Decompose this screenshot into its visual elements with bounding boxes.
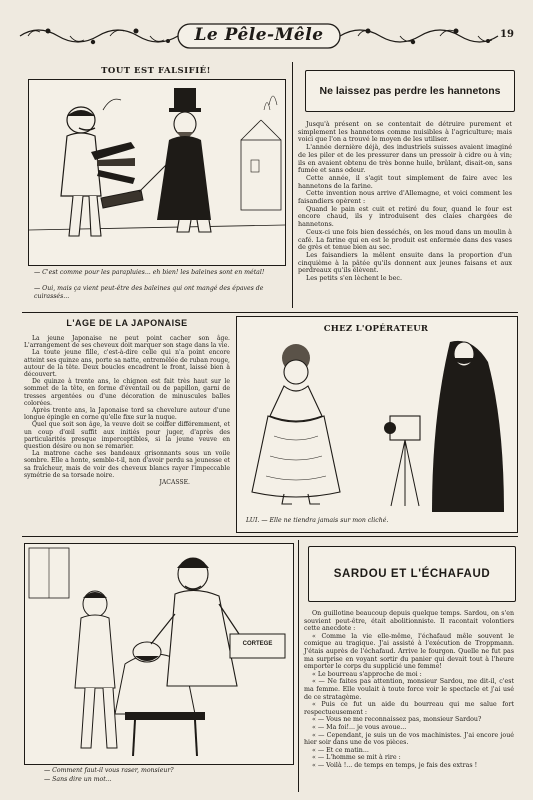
- sardou-paragraph: « Puis ce fut un aide du bourreau qui me salue fort respectueusement :: [304, 701, 514, 716]
- japonaise-paragraph: Après trente ans, la Japonaise tord sa chevelure autour d'une longue épingle en corne qu'elle fixe sur la nuque.: [24, 407, 230, 422]
- masthead-banner: [18, 22, 500, 50]
- raser-caption-2: — Sans dire un mot...: [44, 776, 112, 783]
- japonaise-body: [24, 335, 230, 486]
- sardou-paragraph: « — L'homme se mit à rire :: [312, 754, 401, 762]
- column-divider: [292, 62, 293, 308]
- sardou-paragraph: « — Ne faites pas attention, monsieur Sardou, me dit-il, c'est ma femme. Elle voulait à toute force voir le spectacle et j'ai usé de ce stratagème.: [304, 678, 514, 701]
- masthead-title: Le Pêle-Mêle: [194, 25, 324, 45]
- column-divider: [298, 540, 299, 792]
- falsifie-title: TOUT EST FALSIFIÉ!: [101, 66, 211, 76]
- hannetons-paragraph: Cette année, il s'agit tout simplement de faire avec les hannetons de la farine.: [298, 173, 512, 190]
- hannetons-paragraph: Les faisandiers la mêlent ensuite dans la proportion d'un cinquième à la pâtée qu'ils donnent aux jeunes faisans et aux perdreaux qu'ils élèvent.: [298, 250, 512, 275]
- falsifie-caption-1: — C'est comme pour les parapluies... eh bien! les baleines sont en métal!: [34, 269, 265, 276]
- sardou-paragraph: « — Voilà !... de temps en temps, je fais des extras !: [312, 761, 478, 769]
- raser-illustration: [24, 543, 294, 765]
- umbrella-sellers-drawing-icon: [29, 80, 285, 265]
- hannetons-paragraph: L'année dernière déjà, des industriels suisses avaient imaginé de les piler et de les pressurer dans un pressoir à cidre ou à vin; ils en avaient obtenu de très bonne huile, brûlant, disait-on, sans fumée et sans odeur.: [298, 143, 512, 175]
- hannetons-paragraph: Cette invention nous arrive d'Allemagne, et voici comment les faisandiers opèrent :: [298, 189, 512, 206]
- japonaise-paragraph: La toute jeune fille, c'est-à-dire celle qui n'a point encore atteint ses quinze ans, porte sa natte, entremêlée de ruban rouge, autour de la tête. Deux boucles encadrent le front, laissé bien à découvert.: [24, 349, 230, 379]
- japonaise-paragraph: La jeune Japonaise ne peut point cacher son âge. L'arrangement de ses cheveux doit marquer son stage dans la vie.: [24, 335, 230, 350]
- barber-shop-drawing-icon: [25, 544, 293, 764]
- sardou-title: SARDOU ET L'ÉCHAFAUD: [333, 568, 491, 580]
- raser-caption-1: — Comment faut-il vous raser, monsieur?: [44, 767, 174, 774]
- hannetons-paragraph: Ceux-ci une fois bien desséchés, on les moud dans un moulin à café. La farine qui en est le produit est enfermée dans des vases de grès et tenue bien au sec.: [298, 227, 512, 252]
- sardou-paragraph: « — Cependant, je suis un de vos machinistes. J'ai encore joué hier soir dans une de vos pièces.: [304, 731, 514, 747]
- section-divider: [22, 312, 518, 313]
- operateur-title: CHEZ L'OPÉRATEUR: [323, 324, 429, 334]
- sardou-paragraph: On guillotine beaucoup depuis quelque temps. Sardou, on s'en souvient peut-être, était abolitionniste. Il racontait volontiers cette anecdote :: [304, 610, 514, 633]
- hannetons-paragraph: Quand le pain est cuit et retiré du four, quand le four est encore chaud, ils y introduisent des claies chargées de hannetons.: [298, 204, 512, 229]
- japonaise-paragraph: De quinze à trente ans, le chignon est fait très haut sur le sommet de la tête, en forme d'éventail ou de papillon, garni de tresses argentées ou d'une décoration de minuscules balles colorées.: [24, 378, 230, 407]
- falsifie-illustration: [28, 79, 286, 266]
- page-number: 19: [500, 29, 514, 40]
- japonaise-title: L'AGE DE LA JAPONAISE: [66, 318, 188, 328]
- sardou-paragraph: « — Vous ne me reconnaissez pas, monsieur Sardou?: [312, 716, 482, 724]
- sardou-paragraph: « — Et ce matin...: [312, 746, 369, 754]
- hannetons-title-box: [305, 70, 515, 112]
- operateur-caption: LUI. — Elle ne tiendra jamais sur mon cliché.: [246, 517, 389, 524]
- hannetons-paragraph: Jusqu'à présent on se contentait de détruire purement et simplement les hannetons comme nuisibles à l'agriculture; mais voici que l'on a trouvé le moyen de les utiliser.: [298, 120, 512, 144]
- shop-sign-text: CORTEGE: [242, 641, 273, 647]
- photographer-drawing-icon: [240, 336, 512, 512]
- hannetons-body: [298, 121, 512, 283]
- japonaise-signature: JACASSE.: [159, 479, 190, 487]
- sardou-title-box: [308, 546, 516, 602]
- hannetons-title: Ne laissez pas perdre les hannetons: [319, 85, 501, 97]
- sardou-paragraph: « Le bourreau s'approche de moi :: [312, 670, 422, 678]
- sardou-paragraph: « Comme la vie elle-même, l'échafaud mêle souvent le comique au tragique. J'ai assisté à l'exécution de Troppmann. J'étais auprès de l'échafaud. Arrive le fourgon. Quelle ne fut pas ma surprise en voyant sortir du panier qui devait tout à l'heure emporter le corps du supplicié une femme!: [304, 632, 514, 671]
- falsifie-caption-2: — Oui, mais ça vient peut-être des baleines qui ont mangé des épaves de cuirassés...: [34, 285, 264, 300]
- japonaise-paragraph: La matrone cache ses bandeaux grisonnants sous un voile sombre. Elle a honte, semble-t-il, non d'avoir perdu sa jeunesse et sa fraîcheur, mais de voir des cheveux blancs rayer l'impeccable symétrie de sa torsade noire.: [24, 450, 230, 479]
- section-divider: [22, 536, 518, 537]
- hannetons-paragraph: Les petits s'en lèchent le bec.: [306, 274, 403, 283]
- japonaise-paragraph: Quel que soit son âge, la veuve doit se coiffer différemment, et un coup d'œil suffit aux initiés pour juger, d'après des particularités presque imperceptibles, si la jeune veuve en question désire ou non se remarier.: [24, 421, 230, 451]
- sardou-paragraph: « — Ma foi!... je vous avoue...: [312, 723, 407, 731]
- sardou-body: [304, 610, 514, 769]
